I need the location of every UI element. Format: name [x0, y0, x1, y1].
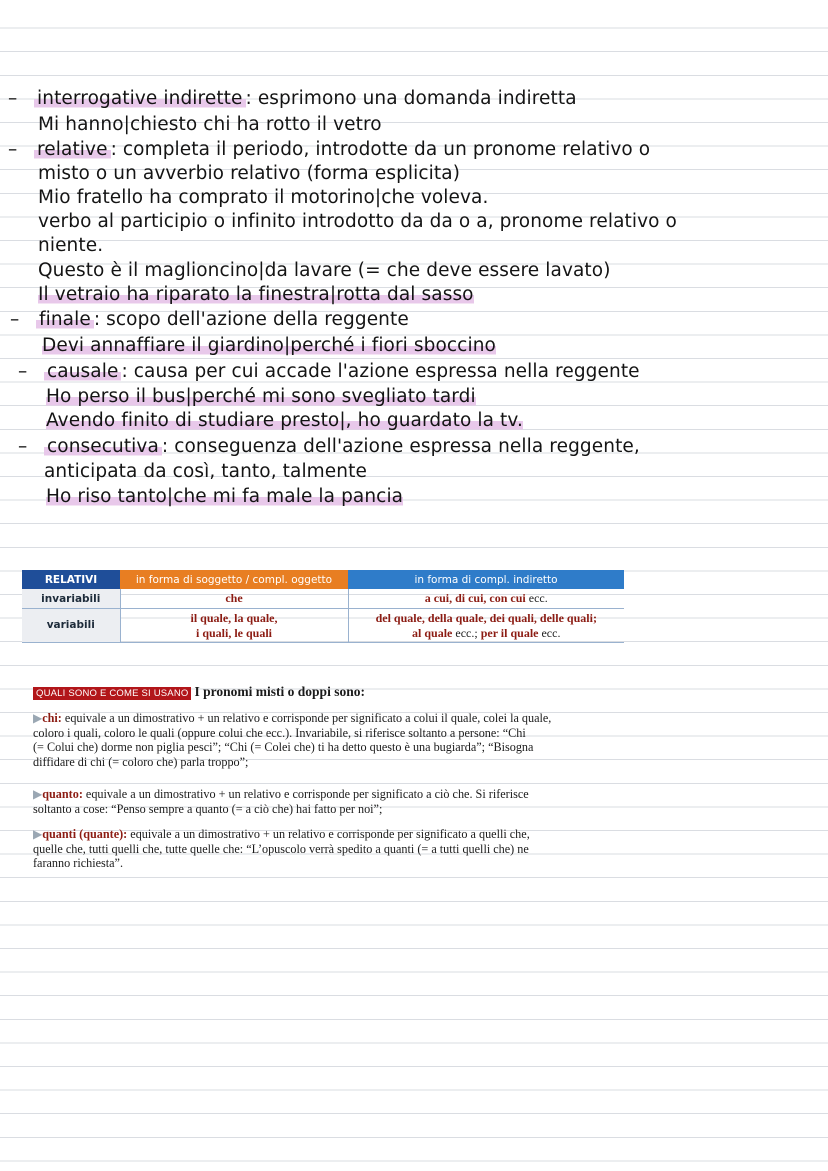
bullet-dash: –: [10, 309, 20, 330]
note-line: verbo al participio o infinito introdotto da da o a, pronome relativo o: [38, 211, 677, 232]
note-line: niente.: [38, 235, 104, 256]
row-label: invariabili: [22, 589, 120, 609]
note-line: – causale : causa per cui accade l'azione espressa nella reggente: [18, 361, 640, 382]
note-line: Questo è il maglioncino|da lavare (= che deve essere lavato): [38, 260, 611, 281]
paragraph-quanti: ▶quanti (quante): equivale a un dimostrativo + un relativo e corrisponde per significato a quelli che, quelle che, tutti quelli che, tutte quelle che: “L’opuscolo verrà spedito a quanti (= a tutti quelli che) ne faranno richiesta”.: [33, 827, 530, 871]
table-header-cell: in forma di compl. indiretto: [348, 570, 624, 589]
table-header-cell: RELATIVI: [22, 570, 120, 589]
triangle-bullet-icon: ▶: [33, 711, 43, 725]
table-header-row: [22, 570, 624, 589]
table-cell: a cui, di cui, con cui ecc.: [348, 589, 624, 609]
note-line: misto o un avverbio relativo (forma esplicita): [38, 163, 461, 184]
highlighted-term: consecutiva: [44, 436, 162, 457]
note-line: Avendo finito di studiare presto|, ho guardato la tv.: [46, 410, 523, 431]
table-cell: del quale, della quale, dei quali, delle quali; al quale ecc.; per il quale ecc.: [348, 609, 624, 643]
highlighted-term: causale: [44, 361, 121, 382]
table-header-cell: in forma di soggetto / compl. oggetto: [120, 570, 348, 589]
note-line: Devi annaffiare il giardino|perché i fiori sboccino: [42, 335, 496, 356]
relative-pronouns-table: [22, 570, 624, 643]
note-line: Il vetraio ha riparato la finestra|rotta dal sasso: [38, 284, 474, 305]
table-cell: il quale, la quale, i quali, le quali: [120, 609, 348, 643]
note-line: Ho perso il bus|perché mi sono svegliato tardi: [46, 386, 476, 407]
note-line: Mi hanno|chiesto chi ha rotto il vetro: [38, 114, 382, 135]
bullet-dash: –: [8, 139, 18, 160]
triangle-bullet-icon: ▶: [33, 787, 43, 801]
note-line: – finale : scopo dell'azione della reggente: [10, 309, 409, 330]
note-line: – consecutiva : conseguenza dell'azione espressa nella reggente,: [18, 436, 640, 457]
highlighted-term: interrogative indirette: [34, 88, 246, 109]
note-line: Mio fratello ha comprato il motorino|che voleva.: [38, 187, 489, 208]
note-line: – relative : completa il periodo, introdotte da un pronome relativo o: [8, 139, 651, 160]
note-line: Ho riso tanto|che mi fa male la pancia: [46, 486, 404, 507]
triangle-bullet-icon: ▶: [33, 827, 43, 841]
bullet-dash: –: [18, 436, 28, 457]
bullet-dash: –: [8, 88, 18, 109]
section-tag: QUALI SONO E COME SI USANO: [33, 687, 191, 700]
note-line: anticipata da così, tanto, talmente: [44, 461, 367, 482]
table-row: [22, 609, 624, 643]
paragraph-quanto: ▶quanto: equivale a un dimostrativo + un relativo e corrisponde per significato a ciò che. Si riferisce soltanto a cose: “Penso sempre a quanto (= a ciò che) hai fatto per noi”;: [33, 787, 529, 816]
highlighted-term: relative: [34, 139, 111, 160]
note-line: – interrogative indirette : esprimono una domanda indiretta: [8, 88, 577, 109]
section-intro: I pronomi misti o doppi sono:: [194, 684, 365, 699]
row-label: variabili: [22, 609, 120, 643]
bullet-dash: –: [18, 361, 28, 382]
paragraph-chi: ▶chi: equivale a un dimostrativo + un relativo e corrisponde per significato a colui il quale, colei la quale, coloro i quali, coloro le quali (oppure colui che ecc.). Invariabile, si riferisce soltanto a persone: “Chi (= Colui che) dorme non piglia pesci”; “Chi (= Colei che) ti ha detto questo è una bugiarda”; “Bisogna diffidare di chi (= coloro che) parla troppo”;: [33, 711, 552, 769]
table-cell: che: [120, 589, 348, 609]
highlighted-term: finale: [36, 309, 94, 330]
section-heading: [33, 685, 633, 702]
table-row: [22, 589, 624, 609]
